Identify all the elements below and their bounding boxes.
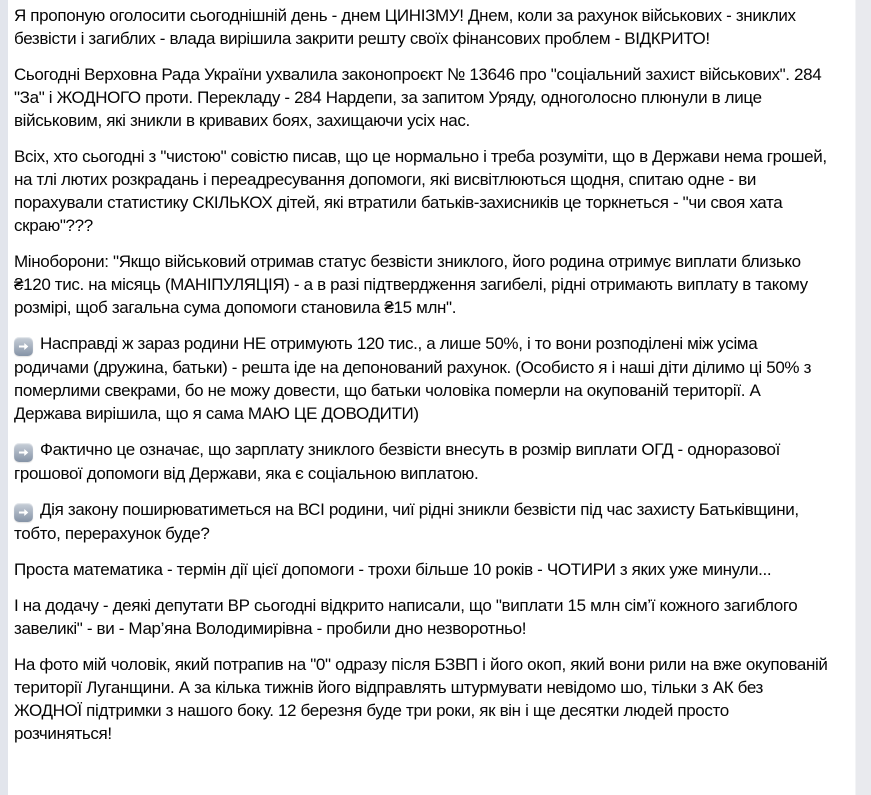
post-paragraph (14, 63, 829, 132)
scrollbar-track[interactable] (855, 0, 871, 795)
post-paragraph (14, 4, 829, 50)
paragraph-text: Міноборони: "Якщо військовий отримав статус безвісти зниклого, його родина отримує виплати близько ₴120 тис. на місяць (МАНІПУЛЯЦІЯ) - а в разі підтвердження загибелі, рідні отримають виплату в такому розмірі, щоб загальна сума допомоги становила ₴15 млн". (14, 252, 808, 317)
page-left-gutter (0, 0, 8, 795)
post-paragraph (14, 438, 829, 485)
post-paragraph (14, 332, 829, 425)
right-arrow-icon (14, 503, 33, 522)
post-body (14, 4, 829, 745)
post-paragraph (14, 558, 829, 581)
post-paragraph (14, 145, 829, 237)
right-arrow-icon (14, 443, 33, 462)
post-paragraph (14, 653, 829, 745)
paragraph-text: І на додачу - деякі депутати ВР сьогодні відкрито написали, що "виплати 15 млн сім’ї кожного загиблого завеликі" - ви - Мар’яна Володимирівна - пробили дно незворотньо! (14, 596, 798, 638)
paragraph-text: Всіх, хто сьогодні з "чистою" совістю писав, що це нормально і треба розуміти, що в Держави нема грошей, на тлі лютих розкрадань і переадресування допомоги, які висвітлюються щодня, спитаю одне - ви порахували статистику СКІЛЬКОХ дітей, які втратили батьків-захисників це торкнеться - "чи своя хата скраю"??? (14, 147, 827, 235)
post-paragraph (14, 250, 829, 319)
right-arrow-icon (14, 337, 33, 356)
paragraph-text: Сьогодні Верховна Рада України ухвалила законопроєкт № 13646 про "соціальний захист військових". 284 "За" і ЖОДНОГО проти. Перекладу - 284 Нардепи, за запитом Уряду, одноголосно плюнули в лице військовим, які зникли в кривавих боях, захищаючи усіх нас. (14, 65, 822, 130)
post-paragraph (14, 594, 829, 640)
paragraph-text: Дія закону поширюватиметься на ВСІ родини, чиї рідні зникли безвісти під час захисту Батьківщини, тобто, перерахунок буде? (14, 500, 799, 543)
post-paragraph (14, 498, 829, 545)
paragraph-text: Насправді ж зараз родини НЕ отримують 120 тис., а лише 50%, і то вони розподілені між усіма родичами (дружина, батьки) - решта іде на депонований рахунок. (Особисто я і наші діти ділимо ці 50% з померлими свекрами, бо не можу довести, що батьки чоловіка померли на окупованій території. А Держава вирішила, що я сама МАЮ ЦЕ ДОВОДИТИ) (14, 334, 812, 423)
paragraph-text: Я пропоную оголосити сьогоднішній день - днем ЦИНІЗМУ! Днем, коли за рахунок військових - зниклих безвісти і загиблих - влада вирішила закрити решту своїх фінансових проблем - ВІДКРИТО! (14, 6, 796, 48)
paragraph-text: Фактично це означає, що зарплату зниклого безвісти внесуть в розмір виплати ОГД - одноразової грошової допомоги від Держави, яка є соціальною виплатою. (14, 440, 780, 483)
paragraph-text: Проста математика - термін дії цієї допомоги - трохи більше 10 років - ЧОТИРИ з яких уже минули... (14, 560, 772, 579)
paragraph-text: На фото мій чоловік, який потрапив на "0" одразу після БЗВП і його окоп, який вони рили на вже окупованій території Луганщини. А за кілька тижнів його відправлять штурмувати невідомо шо, тільки з АК без ЖОДНОЇ підтримки з нашого боку. 12 березня буде три роки, як він і ще десятки людей просто розчиняться! (14, 655, 828, 743)
